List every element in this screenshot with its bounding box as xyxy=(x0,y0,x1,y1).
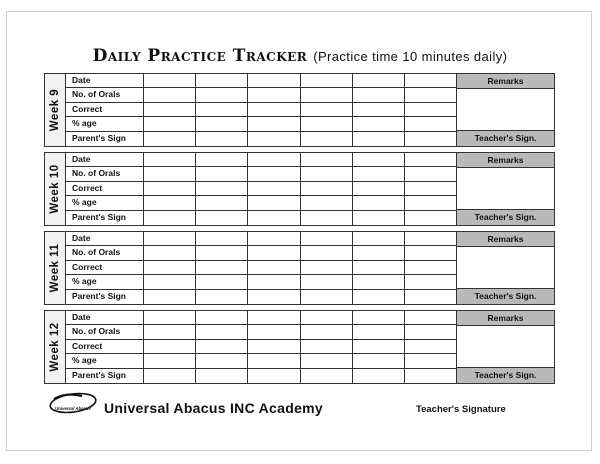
entry-cell[interactable] xyxy=(301,153,353,166)
tracker-row xyxy=(66,246,456,260)
entry-cell[interactable] xyxy=(248,211,300,225)
remarks-column xyxy=(456,311,554,383)
entry-cell[interactable] xyxy=(196,167,248,180)
entry-cell[interactable] xyxy=(248,103,300,116)
entry-cell[interactable] xyxy=(353,340,405,353)
entry-cell[interactable] xyxy=(353,354,405,367)
entry-cell[interactable] xyxy=(301,340,353,353)
entry-cell[interactable] xyxy=(353,311,405,324)
week-label xyxy=(45,74,66,146)
entry-cell[interactable] xyxy=(405,182,456,195)
row-label: No. of Orals xyxy=(66,325,144,338)
entry-cell[interactable] xyxy=(405,261,456,274)
week-label-text: Week 9 xyxy=(49,88,61,132)
entry-cell[interactable] xyxy=(353,88,405,101)
entry-cell[interactable] xyxy=(144,261,196,274)
entry-cell[interactable] xyxy=(248,167,300,180)
entry-cell[interactable] xyxy=(144,74,196,87)
entry-cell[interactable] xyxy=(301,103,353,116)
tracker-row xyxy=(66,132,456,146)
entry-cell[interactable] xyxy=(301,290,353,304)
entry-cell[interactable] xyxy=(405,74,456,87)
day-cells xyxy=(144,74,456,87)
day-cells xyxy=(144,340,456,353)
entry-cell[interactable] xyxy=(301,354,353,367)
entry-cell[interactable] xyxy=(405,354,456,367)
row-label: % age xyxy=(66,196,144,209)
academy-name: Universal Abacus INC Academy xyxy=(104,400,324,416)
row-label: % age xyxy=(66,354,144,367)
week-label-text: Week 11 xyxy=(49,243,61,293)
row-label: % age xyxy=(66,117,144,130)
tracker-rows xyxy=(66,153,456,225)
entry-cell[interactable] xyxy=(353,153,405,166)
row-label: Date xyxy=(66,153,144,166)
day-cells xyxy=(144,182,456,195)
remarks-header: Remarks xyxy=(457,153,554,168)
entry-cell[interactable] xyxy=(353,275,405,288)
teacher-sign-label: Teacher's Sign. xyxy=(457,131,554,146)
entry-cell[interactable] xyxy=(196,211,248,225)
row-label: No. of Orals xyxy=(66,246,144,259)
entry-cell[interactable] xyxy=(196,153,248,166)
tracker-row xyxy=(66,153,456,167)
tracker-row xyxy=(66,196,456,210)
teacher-sign-label: Teacher's Sign. xyxy=(457,210,554,225)
entry-cell[interactable] xyxy=(353,196,405,209)
entry-cell[interactable] xyxy=(144,196,196,209)
entry-cell[interactable] xyxy=(144,232,196,245)
entry-cell[interactable] xyxy=(248,275,300,288)
day-cells xyxy=(144,290,456,304)
entry-cell[interactable] xyxy=(196,132,248,146)
day-cells xyxy=(144,167,456,180)
row-label: Date xyxy=(66,232,144,245)
entry-cell[interactable] xyxy=(144,182,196,195)
entry-cell[interactable] xyxy=(144,325,196,338)
tracker-row xyxy=(66,325,456,339)
entry-cell[interactable] xyxy=(353,74,405,87)
entry-cell[interactable] xyxy=(196,232,248,245)
entry-cell[interactable] xyxy=(405,275,456,288)
entry-cell[interactable] xyxy=(144,211,196,225)
entry-cell[interactable] xyxy=(144,153,196,166)
entry-cell[interactable] xyxy=(301,196,353,209)
entry-cell[interactable] xyxy=(144,117,196,130)
remarks-header: Remarks xyxy=(457,74,554,89)
logo-text: Universal Abacus xyxy=(55,406,91,411)
entry-cell[interactable] xyxy=(196,354,248,367)
entry-cell[interactable] xyxy=(196,290,248,304)
entry-cell[interactable] xyxy=(144,103,196,116)
week-block xyxy=(44,231,555,305)
entry-cell[interactable] xyxy=(405,103,456,116)
week-block xyxy=(44,152,555,226)
week-label-text: Week 12 xyxy=(49,322,61,372)
entry-cell[interactable] xyxy=(196,369,248,383)
entry-cell[interactable] xyxy=(353,290,405,304)
remarks-header: Remarks xyxy=(457,232,554,247)
row-label: Parent's Sign xyxy=(66,211,144,225)
entry-cell[interactable] xyxy=(301,261,353,274)
remarks-box[interactable] xyxy=(457,89,554,131)
row-label: Correct xyxy=(66,182,144,195)
entry-cell[interactable] xyxy=(301,211,353,225)
entry-cell[interactable] xyxy=(196,261,248,274)
tracker-row xyxy=(66,311,456,325)
entry-cell[interactable] xyxy=(196,74,248,87)
academy-logo-icon xyxy=(48,390,98,416)
entry-cell[interactable] xyxy=(196,88,248,101)
tracker-row xyxy=(66,103,456,117)
day-cells xyxy=(144,246,456,259)
entry-cell[interactable] xyxy=(248,132,300,146)
tracker-row xyxy=(66,290,456,304)
tracker-row xyxy=(66,88,456,102)
title-main: Daily Practice Tracker xyxy=(92,46,308,66)
entry-cell[interactable] xyxy=(353,369,405,383)
entry-cell[interactable] xyxy=(248,88,300,101)
entry-cell[interactable] xyxy=(248,117,300,130)
week-block xyxy=(44,310,555,384)
entry-cell[interactable] xyxy=(405,211,456,225)
entry-cell[interactable] xyxy=(196,182,248,195)
teacher-signature-label: Teacher's Signature xyxy=(416,404,506,415)
entry-cell[interactable] xyxy=(248,340,300,353)
entry-cell[interactable] xyxy=(248,246,300,259)
entry-cell[interactable] xyxy=(144,88,196,101)
entry-cell[interactable] xyxy=(301,369,353,383)
entry-cell[interactable] xyxy=(353,232,405,245)
entry-cell[interactable] xyxy=(301,74,353,87)
entry-cell[interactable] xyxy=(405,290,456,304)
entry-cell[interactable] xyxy=(405,325,456,338)
remarks-column xyxy=(456,74,554,146)
entry-cell[interactable] xyxy=(301,246,353,259)
row-label: Parent's Sign xyxy=(66,290,144,304)
row-label: Parent's Sign xyxy=(66,132,144,146)
entry-cell[interactable] xyxy=(196,325,248,338)
entry-cell[interactable] xyxy=(248,325,300,338)
page-title xyxy=(0,46,600,68)
entry-cell[interactable] xyxy=(144,354,196,367)
entry-cell[interactable] xyxy=(144,340,196,353)
day-cells xyxy=(144,325,456,338)
tracker-row xyxy=(66,117,456,131)
title-subtitle: (Practice time 10 minutes daily) xyxy=(313,49,508,64)
entry-cell[interactable] xyxy=(248,311,300,324)
week-label xyxy=(45,311,66,383)
tracker-row xyxy=(66,340,456,354)
entry-cell[interactable] xyxy=(144,290,196,304)
tracker-rows xyxy=(66,74,456,146)
remarks-column xyxy=(456,153,554,225)
tracker-row xyxy=(66,74,456,88)
entry-cell[interactable] xyxy=(144,275,196,288)
entry-cell[interactable] xyxy=(301,311,353,324)
entry-cell[interactable] xyxy=(405,117,456,130)
entry-cell[interactable] xyxy=(248,153,300,166)
entry-cell[interactable] xyxy=(405,369,456,383)
entry-cell[interactable] xyxy=(353,103,405,116)
day-cells xyxy=(144,88,456,101)
entry-cell[interactable] xyxy=(301,117,353,130)
day-cells xyxy=(144,354,456,367)
entry-cell[interactable] xyxy=(144,132,196,146)
day-cells xyxy=(144,261,456,274)
entry-cell[interactable] xyxy=(196,340,248,353)
entry-cell[interactable] xyxy=(248,369,300,383)
entry-cell[interactable] xyxy=(196,103,248,116)
entry-cell[interactable] xyxy=(248,261,300,274)
entry-cell[interactable] xyxy=(248,354,300,367)
tracker-row xyxy=(66,275,456,289)
teacher-sign-label: Teacher's Sign. xyxy=(457,289,554,304)
tracker-row xyxy=(66,232,456,246)
row-label: Parent's Sign xyxy=(66,369,144,383)
teacher-sign-label: Teacher's Sign. xyxy=(457,368,554,383)
entry-cell[interactable] xyxy=(144,369,196,383)
entry-cell[interactable] xyxy=(144,246,196,259)
remarks-header: Remarks xyxy=(457,311,554,326)
entry-cell[interactable] xyxy=(405,232,456,245)
row-label: Date xyxy=(66,311,144,324)
remarks-box[interactable] xyxy=(457,326,554,368)
tracker-row xyxy=(66,261,456,275)
day-cells xyxy=(144,103,456,116)
entry-cell[interactable] xyxy=(196,117,248,130)
remarks-column xyxy=(456,232,554,304)
row-label: Date xyxy=(66,74,144,87)
entry-cell[interactable] xyxy=(353,182,405,195)
tracker-row xyxy=(66,211,456,225)
tracker-row xyxy=(66,354,456,368)
tracker-rows xyxy=(66,311,456,383)
day-cells xyxy=(144,153,456,166)
entry-cell[interactable] xyxy=(405,246,456,259)
day-cells xyxy=(144,132,456,146)
entry-cell[interactable] xyxy=(196,311,248,324)
tracker-rows xyxy=(66,232,456,304)
row-label: Correct xyxy=(66,103,144,116)
day-cells xyxy=(144,311,456,324)
entry-cell[interactable] xyxy=(353,261,405,274)
entry-cell[interactable] xyxy=(301,167,353,180)
week-block xyxy=(44,73,555,147)
entry-cell[interactable] xyxy=(405,132,456,146)
row-label: Correct xyxy=(66,261,144,274)
row-label: % age xyxy=(66,275,144,288)
entry-cell[interactable] xyxy=(405,153,456,166)
entry-cell[interactable] xyxy=(301,325,353,338)
entry-cell[interactable] xyxy=(301,182,353,195)
remarks-box[interactable] xyxy=(457,168,554,210)
entry-cell[interactable] xyxy=(248,74,300,87)
entry-cell[interactable] xyxy=(301,132,353,146)
day-cells xyxy=(144,196,456,209)
tracker-row xyxy=(66,182,456,196)
row-label: No. of Orals xyxy=(66,88,144,101)
entry-cell[interactable] xyxy=(405,311,456,324)
entry-cell[interactable] xyxy=(196,196,248,209)
entry-cell[interactable] xyxy=(405,167,456,180)
entry-cell[interactable] xyxy=(405,340,456,353)
week-label-text: Week 10 xyxy=(49,164,61,214)
tracker-row xyxy=(66,369,456,383)
entry-cell[interactable] xyxy=(248,196,300,209)
entry-cell[interactable] xyxy=(301,232,353,245)
entry-cell[interactable] xyxy=(353,132,405,146)
week-label xyxy=(45,153,66,225)
entry-cell[interactable] xyxy=(248,182,300,195)
day-cells xyxy=(144,275,456,288)
row-label: No. of Orals xyxy=(66,167,144,180)
day-cells xyxy=(144,211,456,225)
remarks-box[interactable] xyxy=(457,247,554,289)
entry-cell[interactable] xyxy=(353,167,405,180)
day-cells xyxy=(144,117,456,130)
row-label: Correct xyxy=(66,340,144,353)
entry-cell[interactable] xyxy=(196,275,248,288)
entry-cell[interactable] xyxy=(405,88,456,101)
entry-cell[interactable] xyxy=(301,275,353,288)
week-label xyxy=(45,232,66,304)
tracker-row xyxy=(66,167,456,181)
day-cells xyxy=(144,369,456,383)
day-cells xyxy=(144,232,456,245)
entry-cell[interactable] xyxy=(353,211,405,225)
entry-cell[interactable] xyxy=(353,325,405,338)
entry-cell[interactable] xyxy=(353,246,405,259)
entry-cell[interactable] xyxy=(196,246,248,259)
entry-cell[interactable] xyxy=(144,311,196,324)
entry-cell[interactable] xyxy=(301,88,353,101)
entry-cell[interactable] xyxy=(144,167,196,180)
entry-cell[interactable] xyxy=(353,117,405,130)
entry-cell[interactable] xyxy=(248,290,300,304)
entry-cell[interactable] xyxy=(248,232,300,245)
entry-cell[interactable] xyxy=(405,196,456,209)
